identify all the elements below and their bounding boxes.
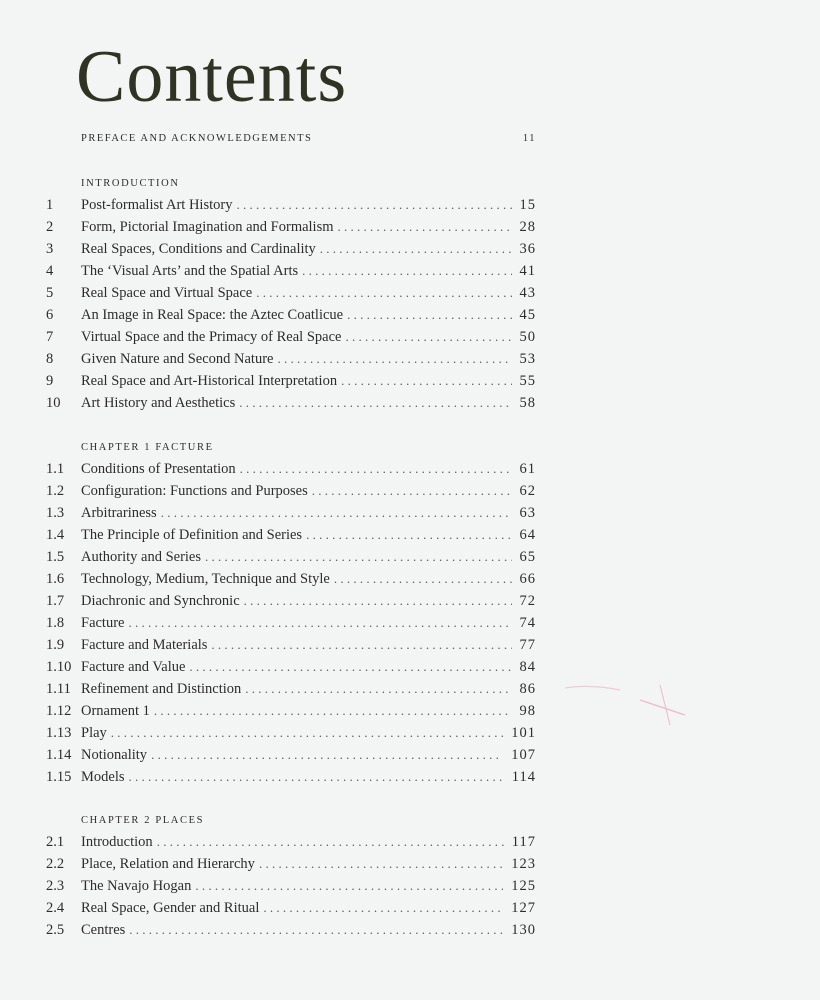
entry-title: The Navajo Hogan xyxy=(81,878,192,894)
toc-entry[interactable] xyxy=(46,678,536,700)
entry-number: 5 xyxy=(46,285,54,301)
dot-leader xyxy=(129,919,503,941)
entry-number: 1.5 xyxy=(46,549,65,565)
dot-leader xyxy=(341,370,511,392)
entry-number: 1.4 xyxy=(46,527,65,543)
entry-page-number: 41 xyxy=(519,263,536,279)
entry-number: 1.6 xyxy=(46,571,65,587)
entry-number: 1.2 xyxy=(46,483,65,499)
entry-page-number: 61 xyxy=(519,461,536,477)
entry-title: Place, Relation and Hierarchy xyxy=(81,856,255,872)
dot-leader xyxy=(256,282,511,304)
toc-entry[interactable] xyxy=(46,766,536,788)
entry-number: 2.5 xyxy=(46,922,65,938)
entry-page-number: 127 xyxy=(511,900,536,916)
entry-title: Real Spaces, Conditions and Cardinality xyxy=(81,241,316,257)
entry-title: Conditions of Presentation xyxy=(81,461,236,477)
toc-entry[interactable] xyxy=(46,722,536,744)
entry-number: 1.14 xyxy=(46,747,72,763)
toc-entry[interactable] xyxy=(46,216,536,238)
entry-page-number: 86 xyxy=(519,681,536,697)
toc-entry[interactable] xyxy=(46,502,536,524)
entry-title: An Image in Real Space: the Aztec Coatlicue xyxy=(81,307,344,323)
toc-entry[interactable] xyxy=(46,194,536,216)
dot-leader xyxy=(347,304,511,326)
entry-number: 9 xyxy=(46,373,54,389)
toc-entry[interactable] xyxy=(46,392,536,414)
entry-number: 2.1 xyxy=(46,834,65,850)
entry-page-number: 15 xyxy=(519,197,536,213)
entry-number: 1.11 xyxy=(46,681,71,697)
entry-page-number: 114 xyxy=(511,769,536,785)
entry-page-number: 125 xyxy=(511,878,536,894)
dot-leader xyxy=(306,524,511,546)
entry-page-number: 45 xyxy=(519,307,536,323)
entry-title: Form, Pictorial Imagination and Formalism xyxy=(81,219,334,235)
entry-page-number: 64 xyxy=(519,527,536,543)
entry-page-number: 101 xyxy=(511,725,536,741)
dot-leader xyxy=(128,612,511,634)
entry-number: 1.1 xyxy=(46,461,65,477)
entry-page-number: 63 xyxy=(519,505,536,521)
entry-title: Technology, Medium, Technique and Style xyxy=(81,571,330,587)
stray-pink-mark xyxy=(560,680,690,730)
entry-title: Real Space and Art-Historical Interpretation xyxy=(81,373,338,389)
dot-leader xyxy=(245,678,511,700)
dot-leader xyxy=(236,194,511,216)
entry-page-number: 50 xyxy=(519,329,536,345)
preface-label: PREFACE AND ACKNOWLEDGEMENTS xyxy=(81,133,313,144)
dot-leader xyxy=(239,392,511,414)
dot-leader xyxy=(154,700,512,722)
entry-page-number: 58 xyxy=(519,395,536,411)
entry-page-number: 77 xyxy=(519,637,536,653)
toc-entry[interactable] xyxy=(46,919,536,941)
entry-page-number: 66 xyxy=(519,571,536,587)
dot-leader xyxy=(244,590,512,612)
toc-entry[interactable] xyxy=(46,634,536,656)
entry-page-number: 43 xyxy=(519,285,536,301)
entry-page-number: 72 xyxy=(519,593,536,609)
entry-number: 7 xyxy=(46,329,54,345)
entry-page-number: 28 xyxy=(519,219,536,235)
entry-number: 1.15 xyxy=(46,769,72,785)
entry-number: 2.4 xyxy=(46,900,65,916)
toc-entry[interactable] xyxy=(46,326,536,348)
dot-leader xyxy=(211,634,511,656)
entry-title: Refinement and Distinction xyxy=(81,681,242,697)
dot-leader xyxy=(189,656,511,678)
toc-entry[interactable] xyxy=(46,348,536,370)
entry-number: 3 xyxy=(46,241,54,257)
entry-number: 1.9 xyxy=(46,637,65,653)
entry-page-number: 84 xyxy=(519,659,536,675)
entry-page-number: 53 xyxy=(519,351,536,367)
entry-title: Real Space, Gender and Ritual xyxy=(81,900,260,916)
entry-title: Centres xyxy=(81,922,126,938)
toc-entry[interactable] xyxy=(46,700,536,722)
entry-title: Play xyxy=(81,725,107,741)
entry-number: 1 xyxy=(46,197,54,213)
dot-leader xyxy=(259,853,503,875)
dot-leader xyxy=(338,216,512,238)
dot-leader xyxy=(263,897,503,919)
toc-entry[interactable] xyxy=(46,480,536,502)
section-heading: CHAPTER 2 PLACES xyxy=(81,815,205,826)
section-heading: INTRODUCTION xyxy=(81,178,180,189)
entry-number: 2 xyxy=(46,219,54,235)
entry-page-number: 65 xyxy=(519,549,536,565)
entry-number: 1.13 xyxy=(46,725,72,741)
entry-title: Facture and Materials xyxy=(81,637,208,653)
entry-page-number: 62 xyxy=(519,483,536,499)
entry-title: The Principle of Definition and Series xyxy=(81,527,303,543)
entry-title: Models xyxy=(81,769,125,785)
dot-leader xyxy=(195,875,503,897)
entry-title: Given Nature and Second Nature xyxy=(81,351,274,367)
preface-page-number: 11 xyxy=(522,133,536,144)
entry-title: Notionality xyxy=(81,747,148,763)
dot-leader xyxy=(240,458,512,480)
toc-entry[interactable] xyxy=(46,897,536,919)
entry-page-number: 123 xyxy=(511,856,536,872)
toc-entry[interactable] xyxy=(46,656,536,678)
entry-page-number: 36 xyxy=(519,241,536,257)
entry-number: 1.10 xyxy=(46,659,72,675)
toc-entry[interactable] xyxy=(46,568,536,590)
entry-number: 1.7 xyxy=(46,593,65,609)
dot-leader xyxy=(345,326,511,348)
entry-title: Art History and Aesthetics xyxy=(81,395,236,411)
entry-page-number: 98 xyxy=(519,703,536,719)
toc-entry[interactable] xyxy=(46,875,536,897)
entry-title: Facture xyxy=(81,615,125,631)
entry-number: 6 xyxy=(46,307,54,323)
toc-entry[interactable] xyxy=(46,524,536,546)
toc-entry[interactable] xyxy=(46,831,536,853)
dot-leader xyxy=(312,480,512,502)
dot-leader xyxy=(277,348,511,370)
entry-title: Introduction xyxy=(81,834,153,850)
entry-title: Configuration: Functions and Purposes xyxy=(81,483,308,499)
entry-title: Ornament 1 xyxy=(81,703,150,719)
toc-entry[interactable] xyxy=(46,458,536,480)
dot-leader xyxy=(334,568,512,590)
dot-leader xyxy=(161,502,512,524)
entry-page-number: 107 xyxy=(511,747,536,763)
page-title: Contents xyxy=(76,36,348,118)
entry-number: 2.3 xyxy=(46,878,65,894)
entry-title: Facture and Value xyxy=(81,659,186,675)
dot-leader xyxy=(302,260,511,282)
dot-leader xyxy=(129,766,504,788)
entry-title: Virtual Space and the Primacy of Real Space xyxy=(81,329,342,345)
entry-page-number: 117 xyxy=(511,834,536,850)
entry-title: Arbitrariness xyxy=(81,505,157,521)
entry-title: Real Space and Virtual Space xyxy=(81,285,253,301)
toc-entry[interactable] xyxy=(46,260,536,282)
entry-page-number: 74 xyxy=(519,615,536,631)
entry-number: 8 xyxy=(46,351,54,367)
entry-title: The ‘Visual Arts’ and the Spatial Arts xyxy=(81,263,299,279)
entry-number: 1.3 xyxy=(46,505,65,521)
dot-leader xyxy=(320,238,512,260)
entry-title: Authority and Series xyxy=(81,549,202,565)
toc-entry[interactable] xyxy=(46,853,536,875)
entry-number: 10 xyxy=(46,395,61,411)
entry-number: 1.8 xyxy=(46,615,65,631)
entry-title: Diachronic and Synchronic xyxy=(81,593,240,609)
toc-entry[interactable] xyxy=(46,612,536,634)
toc-entry[interactable] xyxy=(46,282,536,304)
dot-leader xyxy=(157,831,504,853)
entry-number: 2.2 xyxy=(46,856,65,872)
toc-entry[interactable] xyxy=(46,238,536,260)
entry-number: 1.12 xyxy=(46,703,72,719)
dot-leader xyxy=(151,744,503,766)
toc-entry[interactable] xyxy=(46,590,536,612)
toc-entry[interactable] xyxy=(46,370,536,392)
dot-leader xyxy=(111,722,503,744)
entry-title: Post-formalist Art History xyxy=(81,197,233,213)
section-heading: CHAPTER 1 FACTURE xyxy=(81,442,214,453)
toc-entry[interactable] xyxy=(46,744,536,766)
preface-entry[interactable] xyxy=(81,133,536,144)
dot-leader xyxy=(205,546,511,568)
entry-number: 4 xyxy=(46,263,54,279)
entry-page-number: 130 xyxy=(511,922,536,938)
entry-page-number: 55 xyxy=(519,373,536,389)
toc-entry[interactable] xyxy=(46,304,536,326)
toc-entry[interactable] xyxy=(46,546,536,568)
